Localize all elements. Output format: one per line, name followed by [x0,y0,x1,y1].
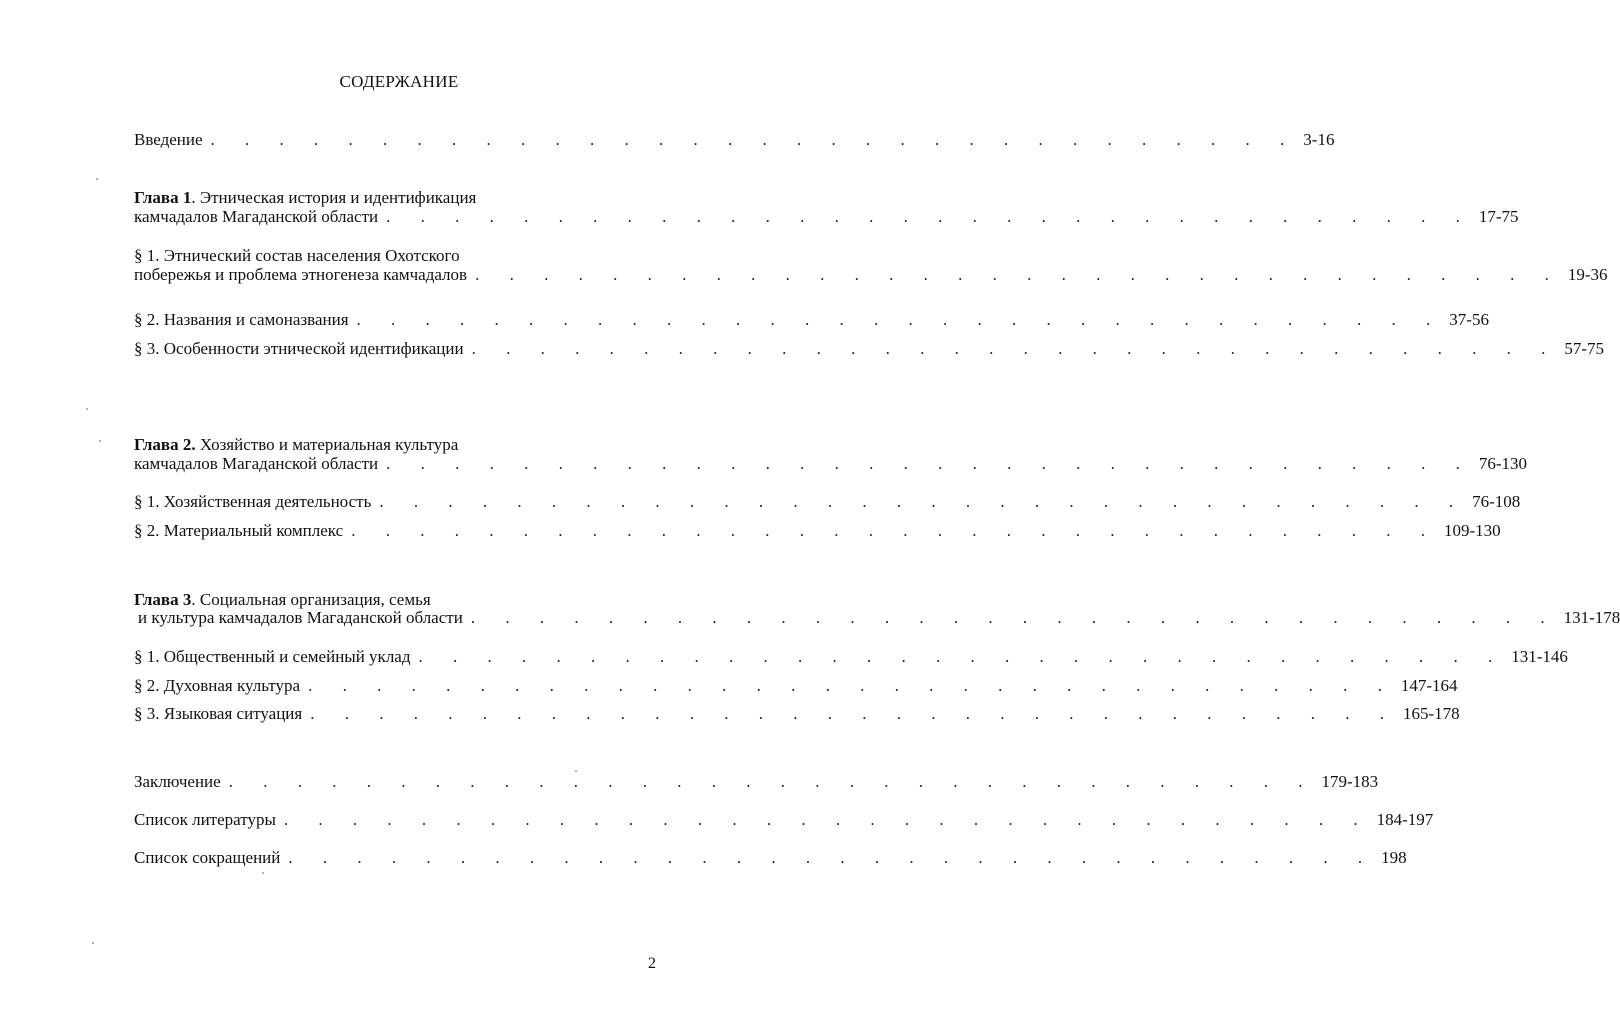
dot-leader: . . . . . . . . . . . . . . . . . . . . . . . . . . . . . . . . [356,310,1444,329]
section-title: § 1. Общественный и семейный уклад [134,647,411,666]
toc-page-range: 57-75 [1564,339,1605,358]
toc-page-range: 76-130 [1478,454,1528,473]
dot-leader: . . . . . . . . . . . . . . . . . . . . . . . . . . . . . . . . [471,339,1559,358]
dot-leader: . . . . . . . . . . . . . . . . . . . . . . . . . . . . . . . . [310,704,1397,723]
toc-page-range: 131-178 [1563,608,1620,627]
page-number: 2 [648,955,656,972]
toc-page-range: 184-197 [1376,810,1434,829]
page-title: СОДЕРЖАНИЕ [339,72,459,91]
scan-speck [99,440,101,442]
chapter-3-heading-line2[interactable] [134,608,1620,630]
dot-leader: . . . . . . . . . . . . . . . . . . . . . . . . . . . . . . . . [288,848,1376,867]
section-title: § 3. Языковая ситуация [134,704,303,723]
toc-entry-references[interactable] [134,810,1434,832]
dot-leader: . . . . . . . . . . . . . . . . . . . . . . . . . . . . . . . . [379,492,1467,511]
chapter-prefix: Глава 2. [134,435,196,454]
toc-entry-ch2-sec1[interactable] [134,492,1521,514]
chapter-title-line2: и культура камчадалов Магаданской области [138,608,463,627]
scan-speck [92,942,94,944]
scan-speck [86,408,88,410]
scan-speck [96,178,98,180]
section-title: § 3. Особенности этнической идентификации [134,339,464,358]
toc-page-range: 37-56 [1449,310,1489,329]
section-title: § 2. Названия и самоназвания [134,310,349,329]
chapter-2-heading-line2[interactable] [134,454,1528,476]
dot-leader: . . . . . . . . . . . . . . . . . . . . . . . . . . . . . . . . [228,772,1316,791]
chapter-prefix: Глава 3 [134,590,192,609]
scan-speck [575,770,577,772]
chapter-prefix: Глава 1 [134,188,192,207]
dot-leader: . . . . . . . . . . . . . . . . . . . . . . . . . . . . . . . . [210,130,1298,149]
chapter-title-line1: . Этническая история и идентификация [191,188,477,207]
chapter-title-line2: камчадалов Магаданской области [134,454,379,473]
toc-entry-conclusion[interactable] [134,772,1379,794]
toc-entry-abbreviations[interactable] [134,848,1407,870]
toc-page-range: 198 [1381,848,1407,867]
toc-label: Введение [134,130,203,149]
dot-leader: . . . . . . . . . . . . . . . . . . . . . . . . . . . . . . . . [308,676,1395,695]
dot-leader: . . . . . . . . . . . . . . . . . . . . . . . . . . . . . . . . [351,521,1438,540]
toc-entry-ch3-sec1[interactable] [134,647,1568,669]
toc-entry-ch1-sec3[interactable] [134,339,1605,361]
section-title: § 2. Материальный комплекс [134,521,344,540]
dot-leader: . . . . . . . . . . . . . . . . . . . . . . . . . . . . . . . . [283,810,1371,829]
section-title: § 2. Духовная культура [134,676,301,695]
scan-speck [262,872,264,874]
toc-label: Заключение [134,772,221,791]
toc-page-range: 76-108 [1472,492,1521,511]
section-title-line2: побережья и проблема этногенеза камчадалов [134,265,468,284]
toc-page-range: 19-36 [1567,265,1608,284]
toc-entry-ch3-sec2[interactable] [134,676,1458,698]
toc-entry-introduction[interactable] [134,130,1335,152]
chapter-title-line2: камчадалов Магаданской области [134,207,379,226]
toc-entry-ch1-sec2[interactable] [134,310,1489,332]
toc-page-range: 147-164 [1400,676,1458,695]
toc-page-range: 131-146 [1511,647,1568,666]
toc-page-range: 165-178 [1402,704,1460,723]
dot-leader: . . . . . . . . . . . . . . . . . . . . . . . . . . . . . . . . [470,608,1558,627]
dot-leader: . . . . . . . . . . . . . . . . . . . . . . . . . . . . . . . . [386,207,1473,226]
toc-page-range: 17-75 [1478,207,1519,226]
dot-leader: . . . . . . . . . . . . . . . . . . . . . . . . . . . . . . . . [386,454,1473,473]
toc-page-range: 3-16 [1303,130,1335,149]
section-title: § 1. Хозяйственная деятельность [134,492,372,511]
toc-entry-ch3-sec3[interactable] [134,704,1460,726]
toc-page-range: 109-130 [1443,521,1501,540]
chapter-1-heading-line2[interactable] [134,207,1519,229]
chapter-title-line1: . Социальная организация, семья [191,590,431,609]
chapter-title-line1: Хозяйство и материальная культура [195,435,459,454]
toc-label: Список сокращений [134,848,281,867]
dot-leader: . . . . . . . . . . . . . . . . . . . . . . . . . . . . . . . . [475,265,1562,284]
toc-entry-ch2-sec2[interactable] [134,521,1501,543]
dot-leader: . . . . . . . . . . . . . . . . . . . . . . . . . . . . . . . . [418,647,1506,666]
toc-page-range: 179-183 [1321,772,1379,791]
toc-label: Список литературы [134,810,276,829]
toc-entry-ch1-sec1-line2[interactable] [134,265,1608,287]
section-title-line1: § 1. Этнический состав населения Охотского [134,246,460,265]
